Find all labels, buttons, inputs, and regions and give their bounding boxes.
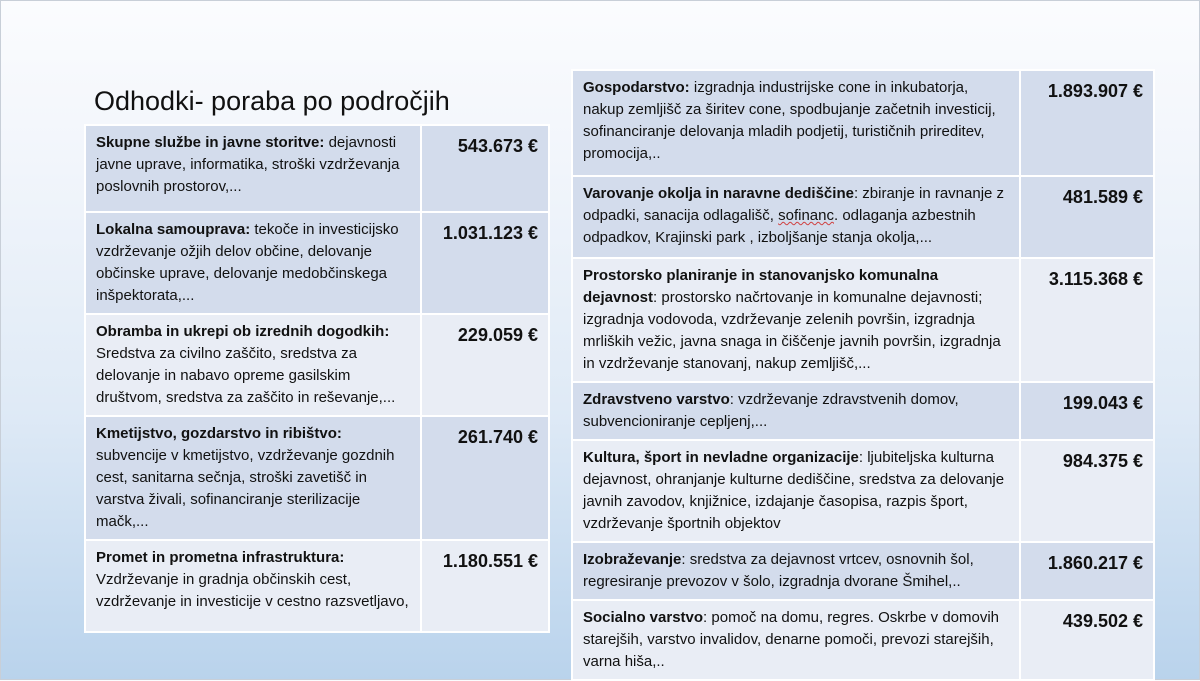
- expense-details: : vzdrževanje zdravstvenih domov, subvencioniranje cepljenj,...: [583, 391, 959, 430]
- expense-heading: Izobraževanje: [583, 551, 682, 568]
- expense-description: [572, 176, 1020, 258]
- expense-details: Vzdrževanje in gradnja občinskih cest, vzdrževanje in investicije v cestno razsvetljavo,: [96, 571, 409, 610]
- expense-amount: 1.893.907 €: [1020, 70, 1154, 176]
- table-row: [572, 440, 1154, 542]
- table-row: [572, 70, 1154, 176]
- expense-heading: Skupne službe in javne storitve:: [96, 134, 325, 151]
- expense-heading: Obramba in ukrepi ob izrednih dogodkih:: [96, 323, 390, 340]
- table-row: [572, 542, 1154, 600]
- expense-details-continued: . odlaganja azbestnih odpadkov, Krajinski park , izboljšanje stanja okolja,...: [583, 207, 976, 246]
- expense-amount: 229.059 €: [421, 314, 549, 416]
- expense-amount: 3.115.368 €: [1020, 258, 1154, 382]
- left-expense-table: [84, 124, 550, 633]
- table-row: [85, 314, 549, 416]
- right-expense-table: [571, 69, 1155, 681]
- expense-description: [572, 440, 1020, 542]
- expense-heading: Zdravstveno varstvo: [583, 391, 730, 408]
- expense-amount: 1.031.123 €: [421, 212, 549, 314]
- expense-description: [85, 125, 421, 212]
- expense-description: [572, 70, 1020, 176]
- expense-description: [85, 540, 421, 632]
- expense-description: [85, 416, 421, 540]
- expense-heading: Promet in prometna infrastruktura:: [96, 549, 345, 566]
- table-row: [572, 176, 1154, 258]
- expense-heading: Lokalna samouprava:: [96, 221, 251, 238]
- expense-amount: 439.502 €: [1020, 600, 1154, 680]
- expense-amount: 1.860.217 €: [1020, 542, 1154, 600]
- slide-title: Odhodki- poraba po področjih: [94, 86, 450, 116]
- table-row: [572, 258, 1154, 382]
- expense-details: subvencije v kmetijstvo, vzdrževanje gozdnih cest, sanitarna sečnja, stroški zavetišč in varstva živali, sofinanciranje sterilizacije mačk,...: [96, 447, 395, 530]
- expense-heading: Prostorsko planiranje in stanovanjsko komunalna dejavnost: [583, 267, 939, 306]
- expense-details: : pomoč na domu, regres. Oskrbe v domovih starejših, varstvo invalidov, denarne pomoči, prevozi starejših, varna hiša,..: [583, 609, 1000, 670]
- expense-details: : sredstva za dejavnost vrtcev, osnovnih šol, regresiranje prevozov v šolo, izgradnja dvorane Šmihel,..: [583, 551, 974, 590]
- expense-amount: 543.673 €: [421, 125, 549, 212]
- expense-details: : zbiranje in ravnanje z odpadki, sanacija odlagališč,: [583, 185, 1005, 224]
- expense-amount: 199.043 €: [1020, 382, 1154, 440]
- expense-amount: 1.180.551 €: [421, 540, 549, 632]
- expense-amount: 261.740 €: [421, 416, 549, 540]
- table-row: [572, 600, 1154, 680]
- expense-amount: 984.375 €: [1020, 440, 1154, 542]
- expense-amount: 481.589 €: [1020, 176, 1154, 258]
- expense-heading: Gospodarstvo:: [583, 79, 690, 96]
- expense-description: [85, 314, 421, 416]
- expense-details: Sredstva za civilno zaščito, sredstva za delovanje in nabavo opreme gasilskim društvom, sredstva za zaščito in reševanje,...: [96, 345, 396, 406]
- expense-description: [572, 382, 1020, 440]
- expense-details: dejavnosti javne uprave, informatika, stroški vzdrževanja poslovnih prostorov,...: [96, 134, 400, 195]
- expense-heading: Socialno varstvo: [583, 609, 704, 626]
- table-row: [572, 382, 1154, 440]
- table-row: [85, 212, 549, 314]
- expense-details: izgradnja industrijske cone in inkubatorja, nakup zemljišč za širitev cone, spodbujanje začetnih investicij, sofinanciranje delovanja mladih podjetij, turističnih prireditev, promocija,..: [583, 79, 996, 162]
- table-row: [85, 416, 549, 540]
- expense-description: [572, 258, 1020, 382]
- expense-description: [572, 600, 1020, 680]
- expense-heading: Kmetijstvo, gozdarstvo in ribištvo:: [96, 425, 342, 442]
- expense-description: [85, 212, 421, 314]
- expense-heading: Varovanje okolja in naravne dediščine: [583, 185, 854, 202]
- table-row: [85, 540, 549, 632]
- expense-heading: Kultura, šport in nevladne organizacije: [583, 449, 859, 466]
- expense-details: tekoče in investicijsko vzdrževanje ožjih delov občine, delovanje občinske uprave, delovanje medobčinskega inšpektorata,...: [96, 221, 399, 304]
- expense-description: [572, 542, 1020, 600]
- misspelled-word: sofinanc: [778, 207, 834, 224]
- expense-details: : ljubiteljska kulturna dejavnost, ohranjanje kulturne dediščine, sredstva za delovanje javnih zavodov, knjižnice, izdajanje časopisa, razpis šport, vzdrževanje športnih objektov: [583, 449, 1005, 532]
- expense-details: : prostorsko načrtovanje in komunalne dejavnosti; izgradnja vodovoda, vzdrževanje zelenih površin, izgradnja mrliških vežic, javna snaga in čiščenje javnih površin, izgradnja in vzdrževanje stanovanj, nakup zemljišč,...: [583, 289, 1001, 372]
- table-row: [85, 125, 549, 212]
